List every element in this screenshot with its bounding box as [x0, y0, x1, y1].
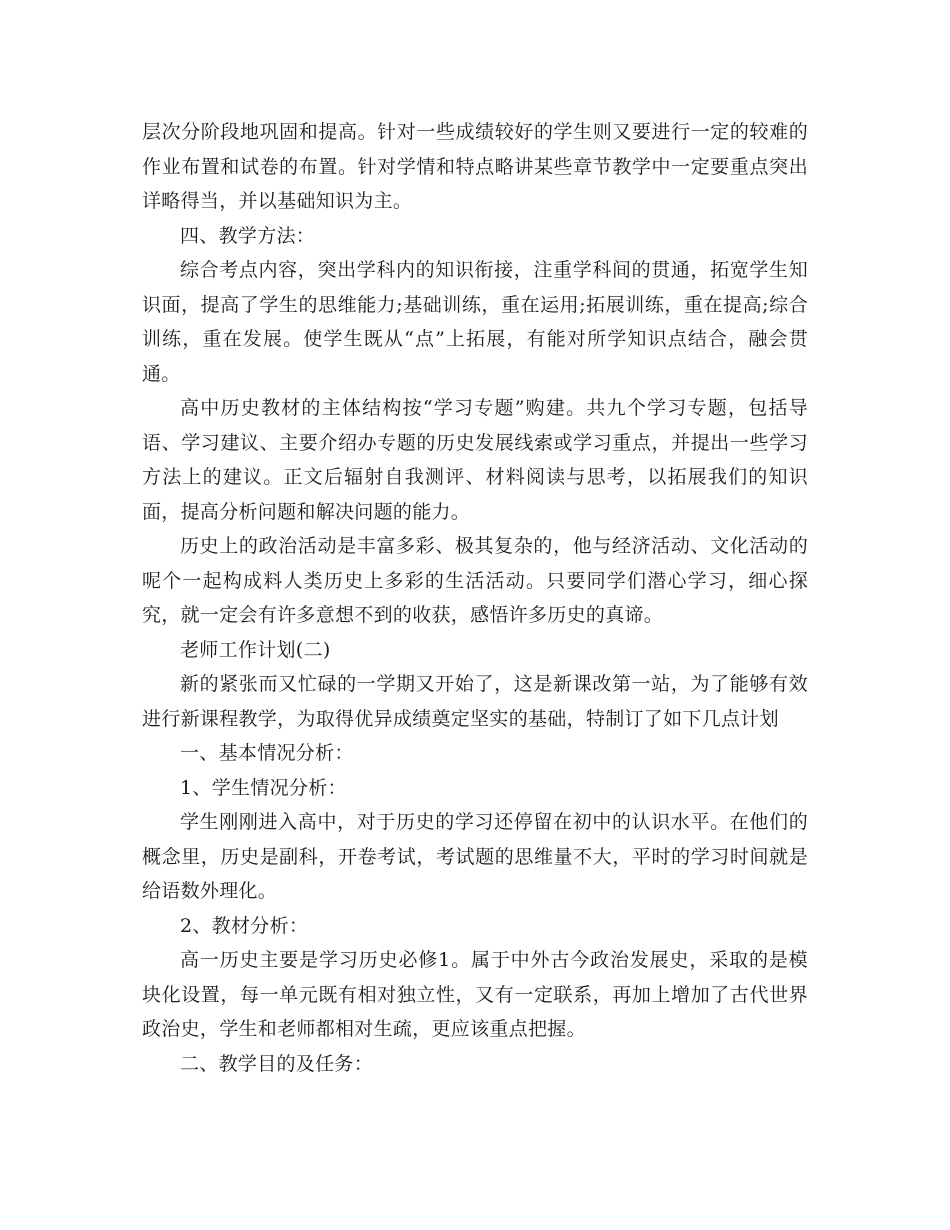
heading-textbook-analysis: 2、教材分析： [180, 914, 309, 937]
heading-student-analysis: 1、学生情况分析： [180, 776, 347, 799]
document-body [142, 115, 808, 1081]
paragraph-continuation: 层次分阶段地巩固和提高。针对一些成绩较好的学生则又要进行一定的较难的作业布置和试卷的布置。针对学情和特点略讲某些章节教学中一定要重点突出详略得当，并以基础知识为主。 [142, 121, 808, 212]
heading-teaching-goals: 二、教学目的及任务： [180, 1052, 374, 1075]
paragraph-textbook-analysis: 高一历史主要是学习历史必修1。属于中外古今政治发展史，采取的是模块化设置，每一单元既有相对独立性，又有一定联系，再加上增加了古代世界政治史，学生和老师都相对生疏，更应该重点把握。 [142, 949, 808, 1040]
paragraph-methods: 综合考点内容，突出学科内的知识衔接，注重学科间的贯通，拓宽学生知识面，提高了学生的思维能力;基础训练，重在运用;拓展训练，重在提高;综合训练，重在发展。使学生既从“点”上拓展，有能对所学知识点结合，融会贯通。 [142, 259, 808, 385]
heading-work-plan-two: 老师工作计划(二) [180, 638, 331, 661]
paragraph-political-history: 历史上的政治活动是丰富多彩、极其复杂的，他与经济活动、文化活动的呢个一起构成料人类历史上多彩的生活活动。只要同学们潜心学习，细心探究，就一定会有许多意想不到的收获，感悟许多历史的真谛。 [142, 535, 808, 626]
heading-teaching-methods: 四、教学方法： [180, 224, 316, 247]
paragraph-new-semester: 新的紧张而又忙碌的一学期又开始了，这是新课改第一站，为了能够有效进行新课程教学，为取得优异成绩奠定坚实的基础，特制订了如下几点计划 [142, 673, 808, 730]
heading-basic-analysis: 一、基本情况分析： [180, 742, 354, 764]
paragraph-textbook-structure: 高中历史教材的主体结构按“学习专题”购建。共九个学习专题，包括导语、学习建议、主要介绍办专题的历史发展线索或学习重点，并提出一些学习方法上的建议。正文后辐射自我测评、材料阅读与思考，以拓展我们的知识面，提高分析问题和解决问题的能力。 [142, 397, 808, 523]
paragraph-student-analysis: 学生刚刚进入高中，对于历史的学习还停留在初中的认识水平。在他们的概念里，历史是副科，开卷考试，考试题的思维量不大，平时的学习时间就是给语数外理化。 [142, 811, 808, 902]
